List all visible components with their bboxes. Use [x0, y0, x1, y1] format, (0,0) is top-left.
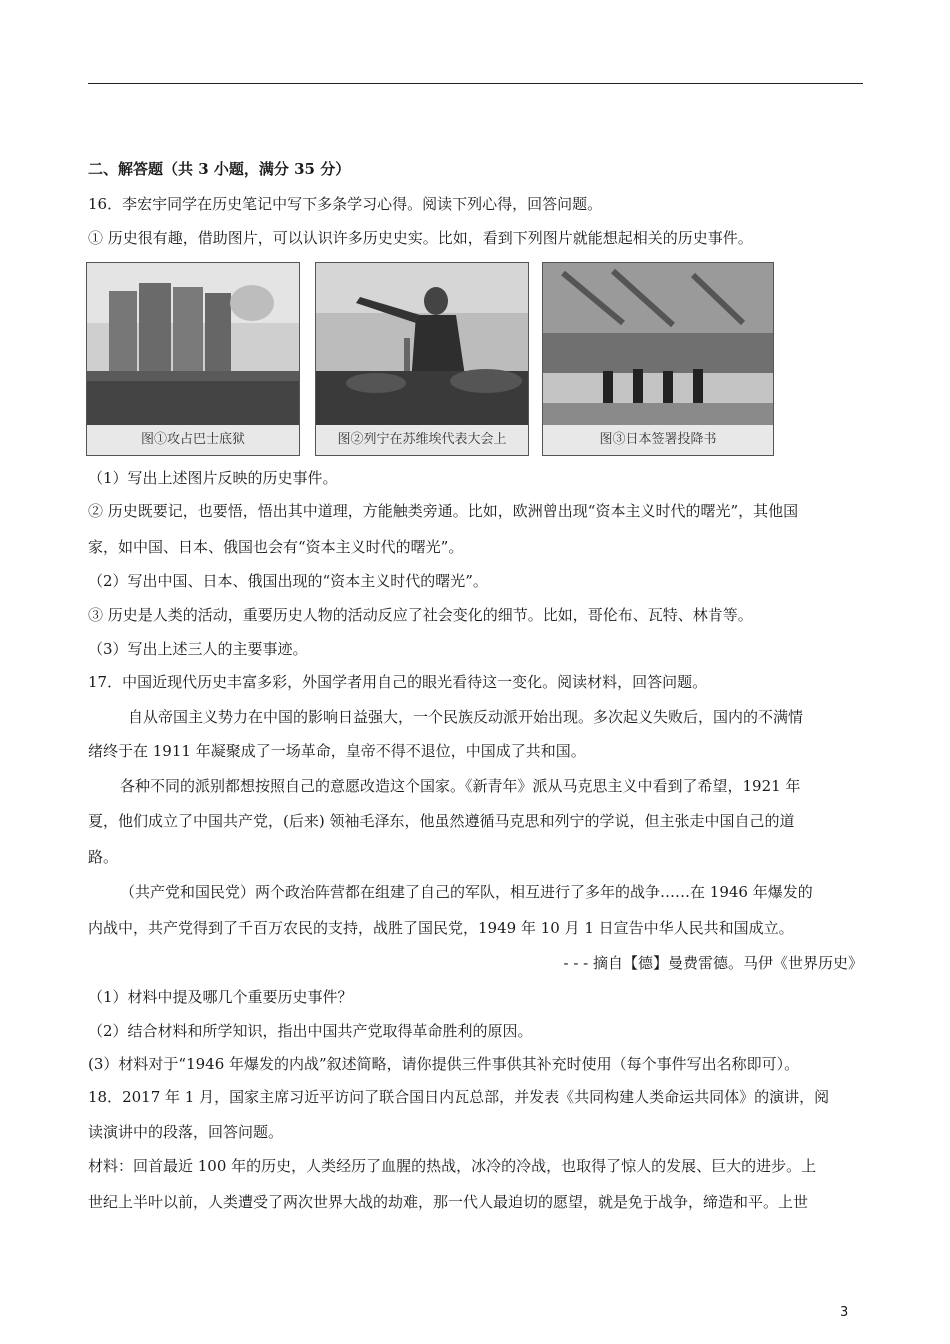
figure-2-caption: 图②列宁在苏维埃代表大会上 [316, 425, 528, 455]
q17-material-1-line-1: 自从帝国主义势力在中国的影响日益强大，一个民族反动派开始出现。多次起义失败后，国内的不满情 [128, 708, 804, 726]
q16-intro: 16．李宏宇同学在历史笔记中写下多条学习心得。阅读下列心得，回答问题。 [88, 195, 603, 213]
figure-3-japan-surrender [542, 262, 774, 456]
q17-material-2-line-3: 路。 [88, 848, 119, 866]
q18-intro-line-2: 读演讲中的段落，回答问题。 [88, 1123, 284, 1141]
section-title: 二、解答题（共 3 小题，满分 35 分） [88, 160, 351, 178]
q18-intro-line-1: 18．2017 年 1 月，国家主席习近平访问了联合国日内瓦总部，并发表《共同构建人类命运共同体》的演讲，阅 [88, 1088, 830, 1106]
surrender-photo [543, 263, 773, 425]
figure-2-lenin [315, 262, 529, 456]
figure-1-caption: 图①攻占巴士底狱 [87, 425, 299, 455]
q17-source: - - - 摘自【德】曼费雷德。马伊《世界历史》 [563, 954, 863, 972]
q17-material-1-line-2: 绪终于在 1911 年凝聚成了一场革命，皇帝不得不退位，中国成了共和国。 [88, 742, 586, 760]
q16-point-2-line-1: ② 历史既要记，也要悟，悟出其中道理，方能触类旁通。比如，欧洲曾出现“资本主义时代的曙光”，其他国 [88, 502, 799, 520]
q17-question-1: （1）材料中提及哪几个重要历史事件？ [88, 988, 353, 1006]
q16-question-2: （2）写出中国、日本、俄国出现的“资本主义时代的曙光”。 [88, 572, 488, 590]
q16-point-1: ① 历史很有趣，借助图片，可以认识许多历史史实。比如，看到下列图片就能想起相关的历史事件。 [88, 229, 753, 247]
q17-material-3-line-1: （共产党和国民党）两个政治阵营都在组建了自己的军队，相互进行了多年的战争……在 1946 年爆发的 [120, 883, 813, 901]
q17-material-2-line-1: 各种不同的派别都想按照自己的意愿改造这个国家。《新青年》派从马克思主义中看到了希望，1921 年 [120, 777, 801, 795]
header-rule [88, 83, 863, 84]
lenin-photo [316, 263, 528, 425]
figure-3-caption: 图③日本签署投降书 [543, 425, 773, 455]
q16-question-1: （1）写出上述图片反映的历史事件。 [88, 469, 338, 487]
figure-1-bastille [86, 262, 300, 456]
q17-question-3: (3）材料对于“1946 年爆发的内战”叙述简略，请你提供三件事供其补充时使用（每个事件写出名称即可）。 [88, 1055, 800, 1073]
q18-material-line-1: 材料：回首最近 100 年的历史，人类经历了血腥的热战，冰冷的冷战，也取得了惊人的发展、巨大的进步。上 [88, 1157, 817, 1175]
q17-intro: 17．中国近现代历史丰富多彩，外国学者用自己的眼光看待这一变化。阅读材料，回答问题。 [88, 673, 708, 691]
q16-point-3: ③ 历史是人类的活动，重要历史人物的活动反应了社会变化的细节。比如，哥伦布、瓦特、林肯等。 [88, 606, 753, 624]
q17-material-2-line-2: 夏，他们成立了中国共产党，(后来) 领袖毛泽东，他虽然遵循马克思和列宁的学说，但主张走中国自己的道 [88, 812, 795, 830]
q16-question-3: （3）写出上述三人的主要事迹。 [88, 640, 308, 658]
bastille-photo [87, 263, 299, 425]
q18-material-line-2: 世纪上半叶以前，人类遭受了两次世界大战的劫难，那一代人最迫切的愿望，就是免于战争，缔造和平。上世 [88, 1193, 809, 1211]
q16-figure-strip [86, 262, 776, 454]
page-number: 3 [840, 1305, 849, 1320]
q16-point-2-line-2: 家，如中国、日本、俄国也会有“资本主义时代的曙光”。 [88, 538, 464, 556]
q17-question-2: （2）结合材料和所学知识，指出中国共产党取得革命胜利的原因。 [88, 1022, 533, 1040]
q17-material-3-line-2: 内战中，共产党得到了千百万农民的支持，战胜了国民党，1949 年 10 月 1 日宣告中华人民共和国成立。 [88, 919, 794, 937]
